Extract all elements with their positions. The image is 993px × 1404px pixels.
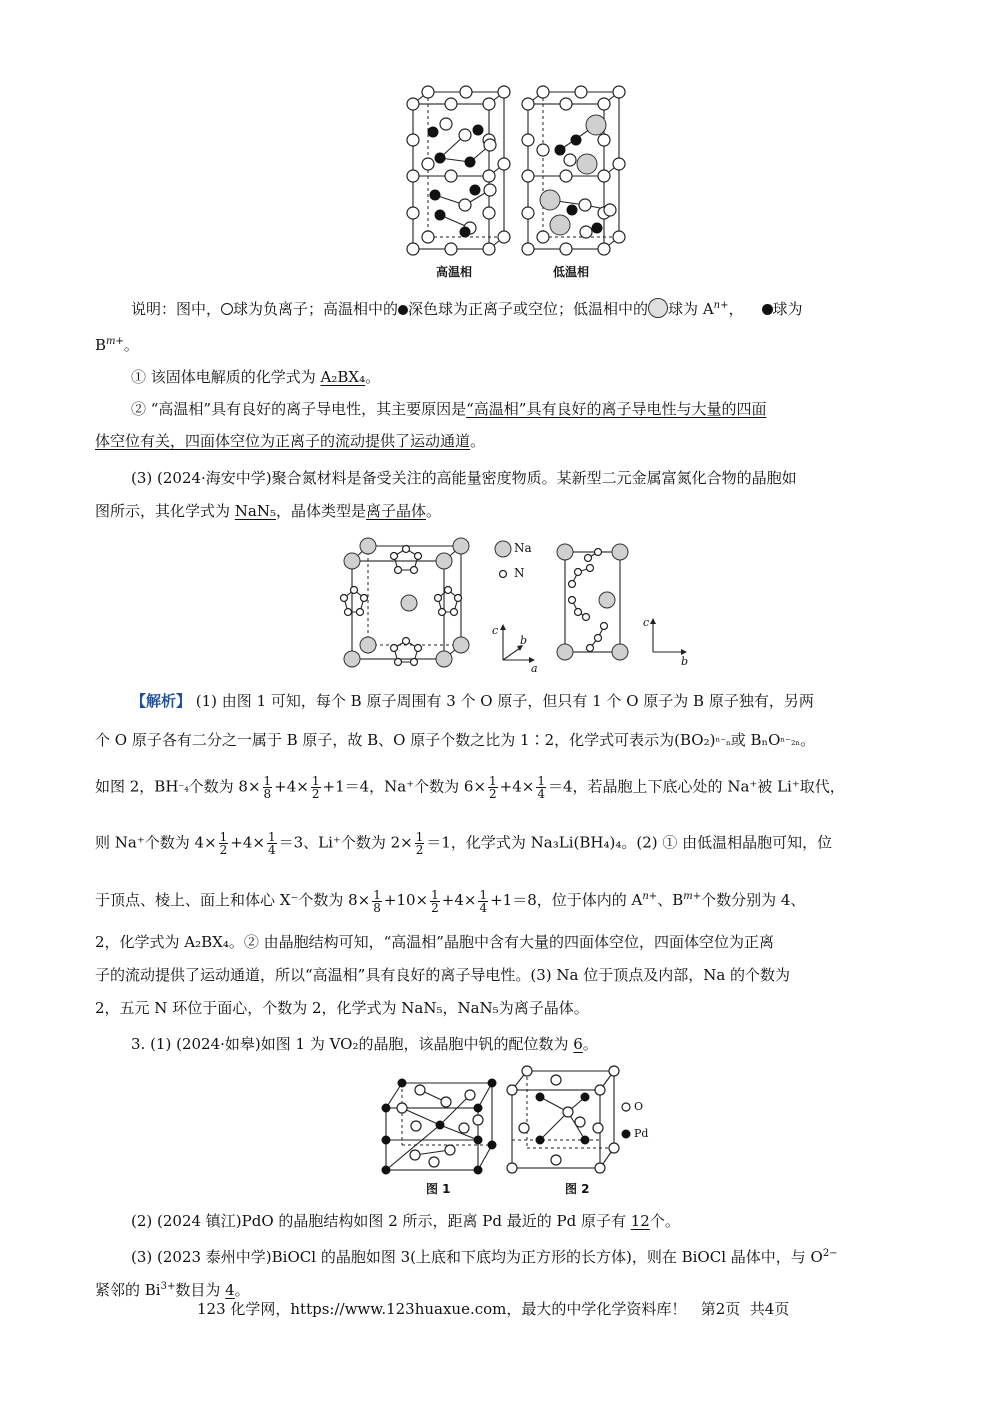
analysis-line-3: 如图 2，BH⁻₄个数为 8× $\frac{1}{8}$ +4× $\frac{1}{2}$ +1＝4，Na⁺个数为 6× $\frac{1}{2}$ +4× $\frac{1}{4}$ ＝4，若晶胞上下底心处的 Na⁺被 Li⁺取代， [95, 774, 845, 801]
axis-c-label: c [492, 624, 499, 637]
caption-low-temp: 低温相 [553, 265, 590, 279]
analysis-tag: 【解析】 [131, 692, 192, 710]
axis-a-label: a [531, 662, 538, 675]
axis2-b-label: b [681, 655, 689, 668]
analysis-line-4: 则 Na⁺个数为 4× $\frac{1}{2}$ +4× $\frac{1}{4}$ ＝3、Li⁺个数为 2× $\frac{1}{2}$ ＝1，化学式为 Na₃Li(BH₄)₄。(2) ① 由低温相晶胞可知，位 [95, 830, 833, 857]
axis-b-label: b [520, 634, 528, 647]
problem-3-question-3-line-1: (3) (2023 泰州中学)BiOCl 的晶胞如图 3(上底和下底均为正方形的长方体)，则在 BiOCl 晶体中，与 $O^{2-}$ [131, 1248, 838, 1266]
legend-n-label: N [514, 566, 525, 580]
legend-o-ball [622, 1103, 630, 1111]
legend-o-label: O [634, 1100, 644, 1113]
analysis-line-6: 2，化学式为 A₂BX₄。② 由晶胞结构可知，“高温相”晶胞中含有大量的四面体空位，四面体空位为正离 [95, 933, 774, 951]
caption-figure-1: 图 1 [426, 1182, 451, 1196]
answer-12: 12 [630, 1212, 650, 1230]
question-1: ① 该固体电解质的化学式为 A₂BX₄。 [131, 368, 381, 386]
fraction-1-2: $\frac{1}{2}$ [489, 774, 497, 801]
analysis-line-5: 于顶点、棱上、面上和体心 X⁻个数为 8× $\frac{1}{8}$ +10× $\frac{1}{2}$ +4× $\frac{1}{4}$ +1＝8，位于体内的 $A^{n+}$、$B^{m+}$个数分别为 4、 [95, 887, 806, 915]
caption-figure-2: 图 2 [565, 1182, 590, 1196]
analysis-line-1: 【解析】 (1) 由图 1 可知，每个 B 原子周围有 3 个 O 原子，但只有 1 个 O 原子为 B 原子独有，另两 [131, 692, 814, 710]
fraction-1-2: $\frac{1}{2}$ [311, 774, 320, 801]
caption-high-temp: 高温相 [436, 265, 473, 279]
fraction-1-2: $\frac{1}{2}$ [415, 830, 424, 857]
question-3-line-2: 图所示，其化学式为 NaN₅，晶体类型是离子晶体。 [95, 502, 442, 520]
answer-coordination-6: 6 [573, 1035, 583, 1053]
answer-ionic-crystal: 离子晶体 [366, 502, 427, 520]
fraction-1-8: $\frac{1}{8}$ [373, 887, 381, 915]
question-2-line-2: 体空位有关，四面体空位为正离子的流动提供了运动通道。 [95, 432, 486, 450]
fraction-1-4: $\frac{1}{4}$ [267, 830, 276, 857]
fraction-1-2: $\frac{1}{2}$ [431, 887, 439, 915]
fraction-1-8: $\frac{1}{8}$ [263, 774, 272, 801]
answer-formula-a2bx4: A₂BX₄ [320, 368, 366, 386]
question-2-line-1: ② “高温相”具有良好的离子导电性，其主要原因是“高温相”具有良好的离子导电性与大量的四面 [131, 400, 767, 418]
note-line-2: $B^{m+}$。 [95, 336, 139, 354]
axis2-c-label: c [643, 616, 650, 629]
fraction-1-2: $\frac{1}{2}$ [219, 830, 228, 857]
fraction-1-4: $\frac{1}{4}$ [537, 774, 545, 801]
pdo-o-balls [507, 1066, 619, 1173]
note-line-1: 说明：图中， 球为负离子；高温相中的 深色球为正离子或空位；低温相中的 球为 $A^{n+}$， 球为 [131, 300, 803, 318]
page-footer: 123 化学网，https://www.123huaxue.com，最大的中学化学资料库！ 第2页 共4页 [197, 1300, 790, 1318]
analysis-line-8: 2，五元 N 环位于面心，个数为 2，化学式为 NaN₅，NaN₅为离子晶体。 [95, 999, 589, 1017]
problem-3-question-3-line-2: 紧邻的 $Bi^{3+}$数目为 4。 [95, 1281, 250, 1299]
fraction-1-4: $\frac{1}{4}$ [479, 887, 488, 915]
problem-3-question-2: (2) (2024 镇江)PdO 的晶胞结构如图 2 所示，距离 Pd 最近的 Pd 原子有 12个。 [131, 1212, 680, 1230]
analysis-line-2: 个 O 原子各有二分之一属于 B 原子，故 B、O 原子个数之比为 1∶2，化学式可表示为(BO₂)ⁿ⁻ₙ或 BₙOⁿ⁻₂ₙ。 [95, 731, 816, 749]
legend-pd-ball [622, 1130, 630, 1138]
answer-4: 4 [225, 1281, 235, 1299]
legend-na-label: Na [514, 541, 532, 555]
legend-pd-label: Pd [634, 1127, 649, 1140]
analysis-line-7: 子的流动提供了运动通道，所以“高温相”具有良好的离子导电性。(3) Na 位于顶点及内部，Na 的个数为 [95, 966, 791, 984]
question-3-line-1: (3) (2024·海安中学)聚合氮材料是备受关注的高能量密度物质。某新型二元金属富氮化合物的晶胞如 [131, 469, 797, 487]
answer-nan5: NaN₅ [234, 502, 276, 520]
problem-3-line-1: 3. (1) (2024·如皋)如图 1 为 VO₂的晶胞，该晶胞中钒的配位数为 6。 [131, 1035, 598, 1053]
